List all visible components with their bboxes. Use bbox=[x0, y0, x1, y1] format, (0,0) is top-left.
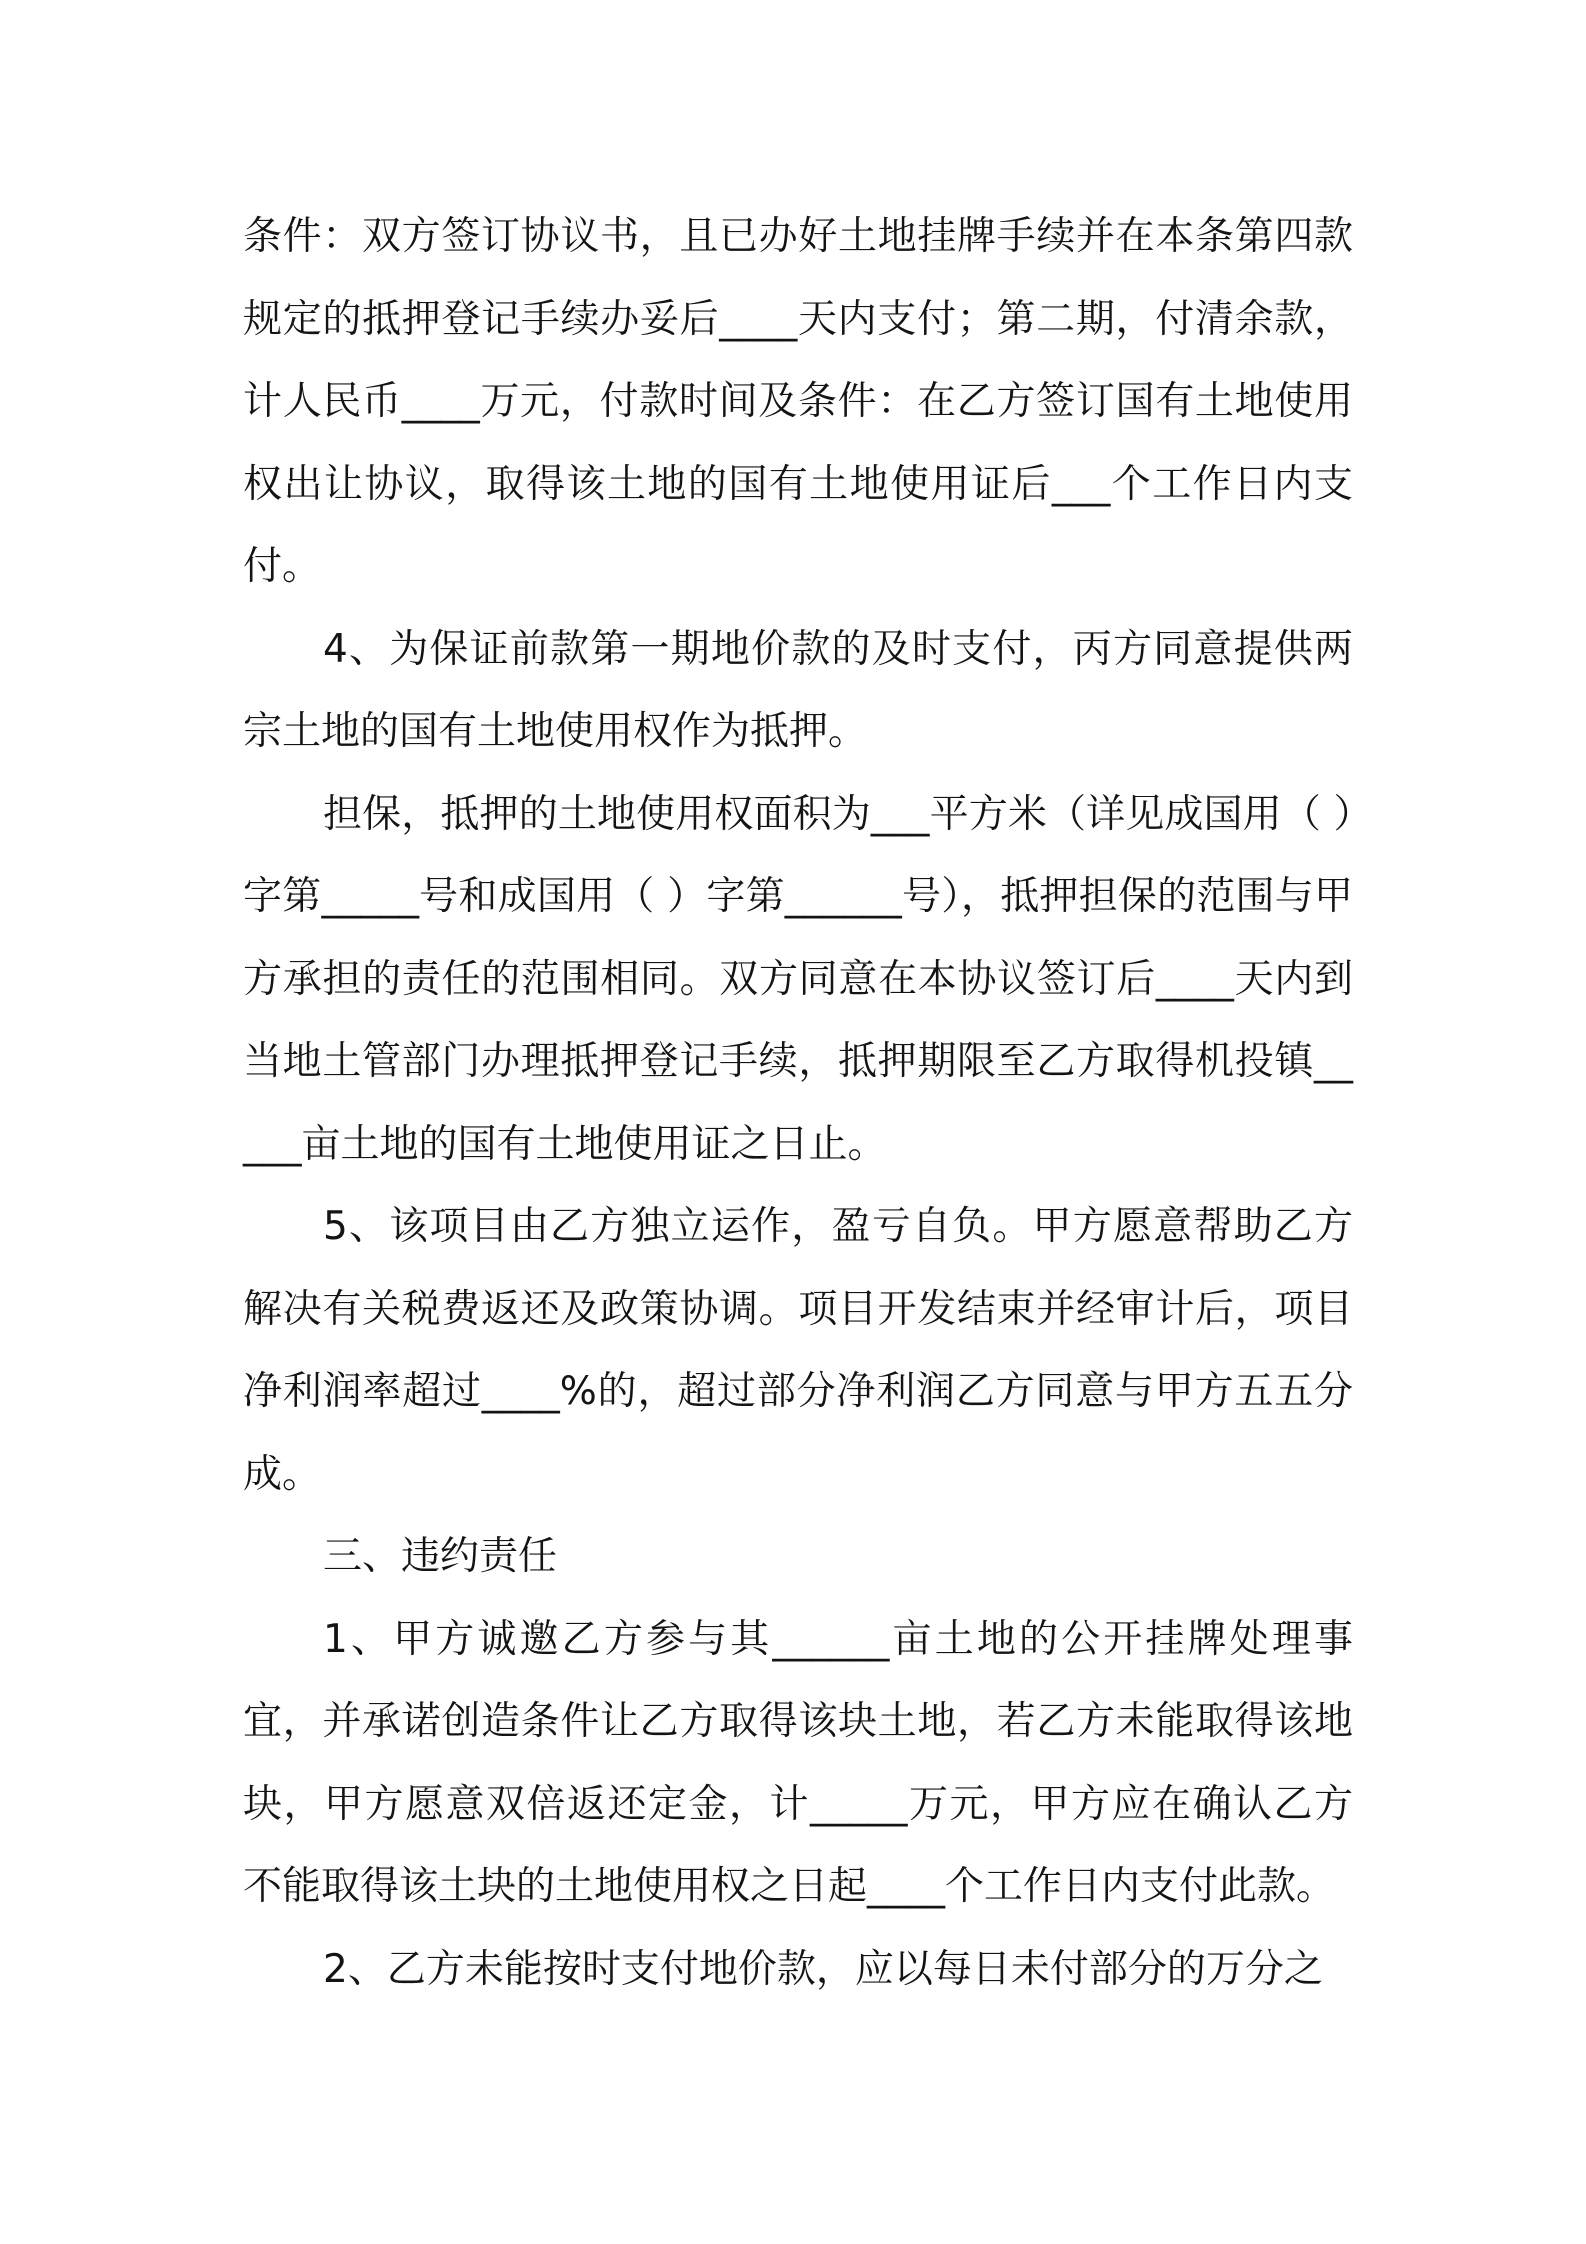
paragraph-breach-1: 1、甲方诚邀乙方参与其______亩土地的公开挂牌处理事宜，并承诺创造条件让乙方取得该块土地，若乙方未能取得该地块，甲方愿意双倍返还定金，计_____万元，甲方应在确认乙方不能取得该土块的土地使用权之日起____个工作日内支付此款。 bbox=[243, 1616, 1353, 1909]
paragraph-clause-5: 5、该项目由乙方独立运作，盈亏自负。甲方愿意帮助乙方解决有关税费返还及政策协调。项目开发结束并经审计后，项目净利润率超过____%的，超过部分净利润乙方同意与甲方五五分成。 bbox=[243, 1204, 1353, 1497]
paragraph-breach-2: 2、乙方未能按时支付地价款，应以每日未付部分的万分之 bbox=[323, 1946, 1323, 1992]
document-body bbox=[243, 196, 1353, 2011]
paragraph-guarantee: 担保，抵押的土地使用权面积为___平方米（详见成国用（ ）字第_____号和成国用（ ）字第______号），抵押担保的范围与甲方承担的责任的范围相同。双方同意在本协议签订后____天内到当地土管部门办理抵押登记手续，抵押期限至乙方取得机投镇_____亩土地的国有土地使用证之日止。 bbox=[243, 791, 1353, 1167]
section-heading-breach: 三、违约责任 bbox=[323, 1534, 558, 1579]
paragraph-payment-terms: 条件：双方签订协议书，且已办好土地挂牌手续并在本条第四款规定的抵押登记手续办妥后____天内支付；第二期，付清余款，计人民币____万元，付款时间及条件：在乙方签订国有土地使用权出让协议，取得该土地的国有土地使用证后___个工作日内支付。 bbox=[243, 214, 1353, 589]
paragraph-clause-4: 4、为保证前款第一期地价款的及时支付，丙方同意提供两宗土地的国有土地使用权作为抵押。 bbox=[243, 626, 1353, 754]
